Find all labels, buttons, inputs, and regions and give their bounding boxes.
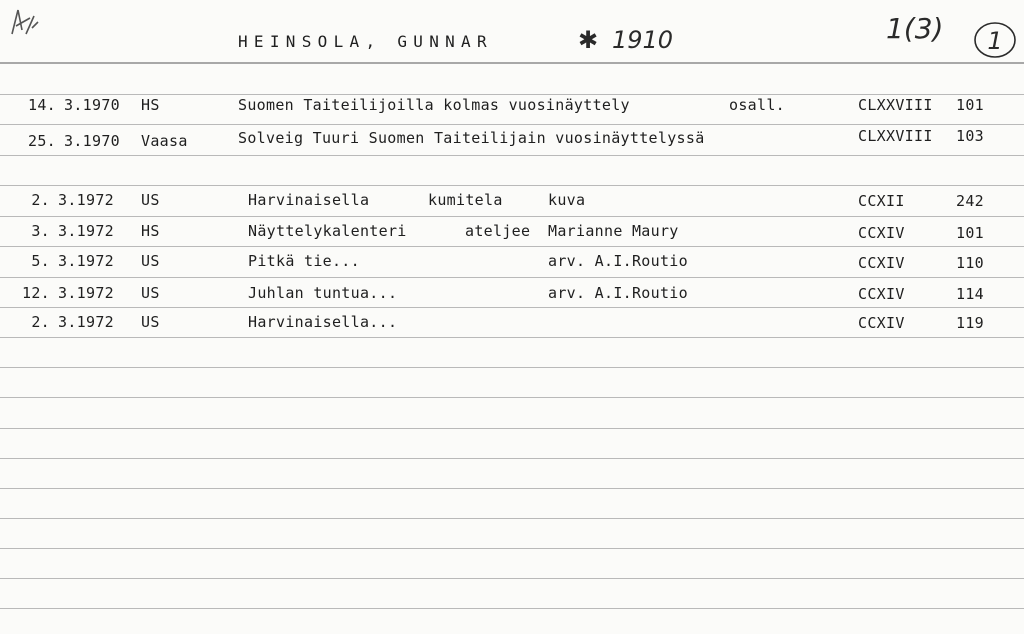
entry-page: 103: [956, 127, 984, 145]
entry-page: 114: [956, 285, 984, 303]
entry-date: 3.1972: [58, 313, 114, 331]
ruled-line: [0, 518, 1024, 519]
ruled-line: [0, 458, 1024, 459]
ruled-line: [0, 397, 1024, 398]
entry-volume: CLXXVIII: [858, 96, 933, 114]
entry-paper: HS: [141, 96, 160, 114]
entry-date: 3.1972: [58, 284, 114, 302]
circled-number-badge: [972, 20, 1018, 60]
ruled-line: [0, 185, 1024, 186]
entry-date: 3.1972: [58, 222, 114, 240]
entry-paper: US: [141, 284, 160, 302]
ruled-line: [0, 337, 1024, 338]
entry-note: Marianne Maury: [548, 222, 679, 240]
entry-title: Harvinaisella: [248, 191, 370, 209]
entry-day: 2.: [31, 313, 50, 331]
ruled-line: [0, 578, 1024, 579]
entry-day: 12.: [22, 284, 50, 302]
corner-scribble-icon: [8, 4, 42, 40]
birth-mark: ✱: [578, 26, 599, 54]
entry-title: Solveig Tuuri Suomen Taiteilijain vuosinäyttelyssä: [238, 129, 705, 147]
entry-volume: CCXIV: [858, 254, 905, 272]
entry-paper: HS: [141, 222, 160, 240]
entry-date: 3.1970: [64, 96, 120, 114]
entry-date: 3.1970: [64, 132, 120, 150]
ruled-line: [0, 94, 1024, 95]
ruled-line: [0, 155, 1024, 156]
entry-day: 14.: [28, 96, 56, 114]
entry-title: Suomen Taiteilijoilla kolmas vuosinäyttely: [238, 96, 630, 114]
entry-title: Näyttelykalenteri: [248, 222, 407, 240]
entry-paper: US: [141, 313, 160, 331]
entry-page: 242: [956, 192, 984, 210]
entry-note: arv. A.I.Routio: [548, 252, 688, 270]
entry-volume: CCXII: [858, 192, 905, 210]
entry-title: Harvinaisella...: [248, 313, 398, 331]
ruled-line: [0, 608, 1024, 609]
circled-number: 1: [987, 27, 1003, 55]
ruled-line: [0, 548, 1024, 549]
ruled-line: [0, 307, 1024, 308]
entry-page: 101: [956, 224, 984, 242]
ruled-line: [0, 124, 1024, 125]
card-index: 1(3): [886, 12, 944, 45]
entry-day: 2.: [31, 191, 50, 209]
header-rule: [0, 62, 1024, 64]
ruled-line: [0, 216, 1024, 217]
entry-note: arv. A.I.Routio: [548, 284, 688, 302]
entry-volume: CLXXVIII: [858, 127, 933, 145]
entry-note: kuva: [548, 191, 586, 209]
entry-extra: ateljee: [465, 222, 531, 240]
ruled-line: [0, 488, 1024, 489]
entry-page: 119: [956, 314, 984, 332]
entry-day: 3.: [31, 222, 50, 240]
birth-year: 1910: [612, 26, 674, 54]
entry-paper: US: [141, 191, 160, 209]
entry-day: 5.: [31, 252, 50, 270]
ruled-line: [0, 277, 1024, 278]
entry-day: 25.: [28, 132, 56, 150]
entry-page: 101: [956, 96, 984, 114]
entry-volume: CCXIV: [858, 314, 905, 332]
entry-title: Juhlan tuntua...: [248, 284, 398, 302]
ruled-line: [0, 246, 1024, 247]
entry-extra: kumitela: [428, 191, 503, 209]
entry-page: 110: [956, 254, 984, 272]
card-title: HEINSOLA, GUNNAR: [238, 32, 493, 51]
ruled-line: [0, 428, 1024, 429]
entry-paper: Vaasa: [141, 132, 188, 150]
entry-volume: CCXIV: [858, 285, 905, 303]
entry-title: Pitkä tie...: [248, 252, 360, 270]
entry-volume: CCXIV: [858, 224, 905, 242]
entry-date: 3.1972: [58, 252, 114, 270]
entry-date: 3.1972: [58, 191, 114, 209]
ruled-line: [0, 367, 1024, 368]
entry-paper: US: [141, 252, 160, 270]
entry-note: osall.: [729, 96, 785, 114]
